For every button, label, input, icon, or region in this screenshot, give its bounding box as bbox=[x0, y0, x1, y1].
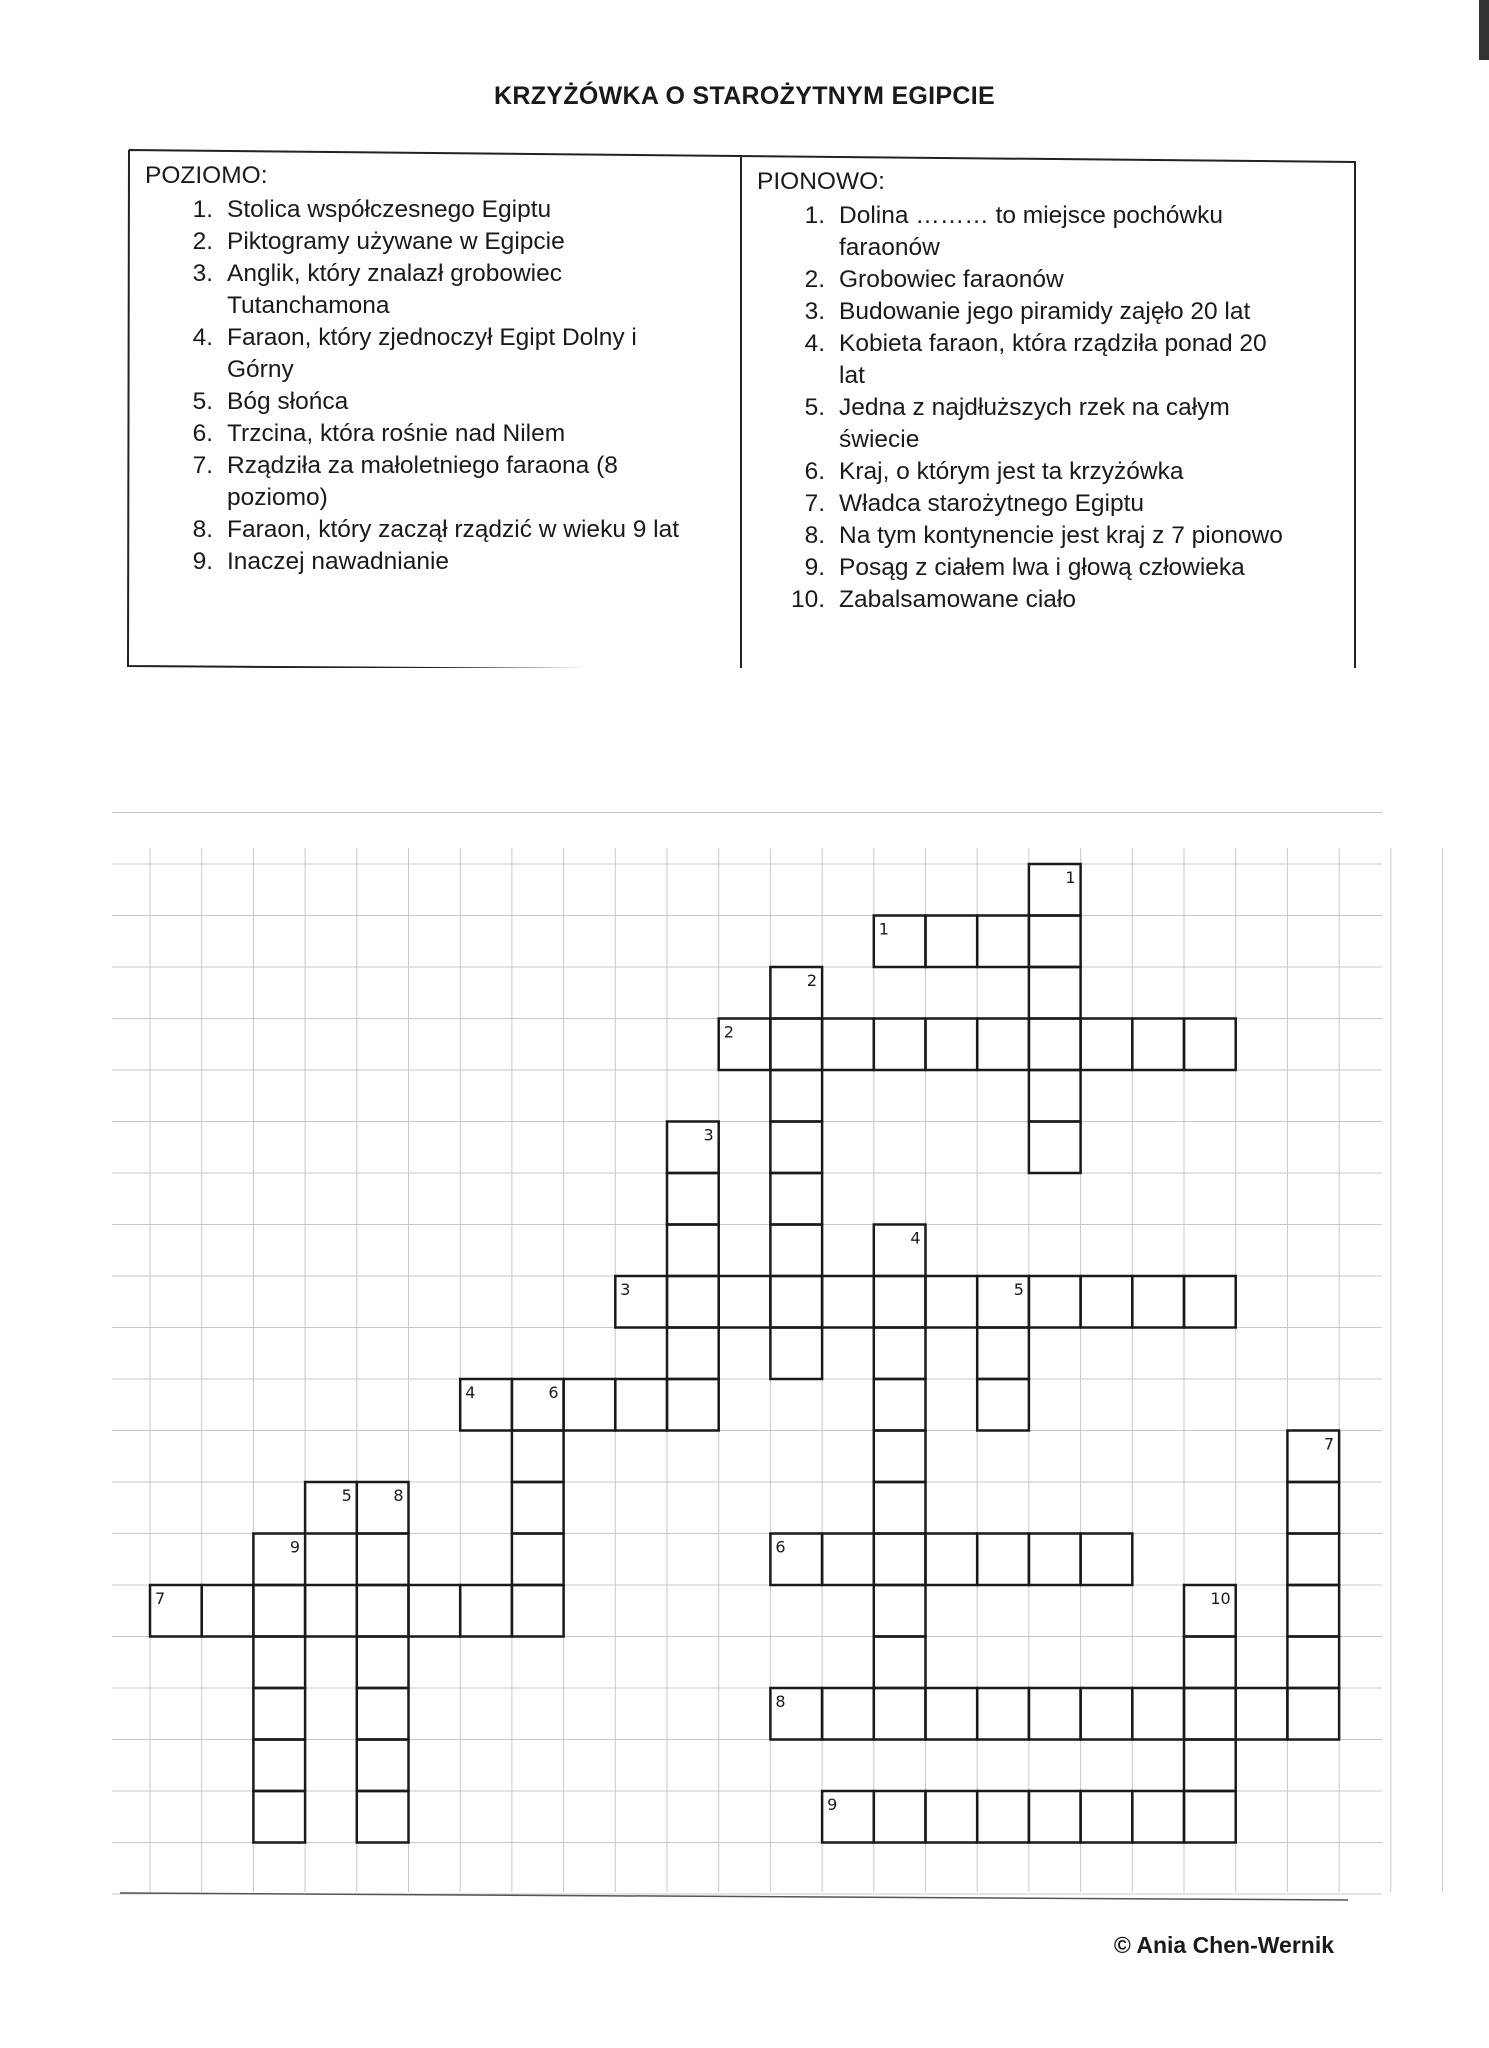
crossword-cell[interactable] bbox=[719, 1276, 771, 1328]
crossword-cell[interactable] bbox=[1287, 1534, 1339, 1586]
crossword-cell[interactable] bbox=[1029, 1688, 1081, 1740]
crossword-cell[interactable] bbox=[874, 1534, 926, 1586]
crossword-cell[interactable] bbox=[1029, 1276, 1081, 1328]
crossword-cell[interactable] bbox=[512, 1431, 564, 1483]
crossword-cell[interactable] bbox=[770, 1019, 822, 1071]
across-word-number: 3 bbox=[620, 1280, 631, 1299]
clue-number: 8. bbox=[804, 522, 825, 549]
crossword-cell[interactable] bbox=[512, 1482, 564, 1534]
crossword-cell[interactable] bbox=[409, 1585, 461, 1637]
crossword-cell[interactable] bbox=[1081, 1791, 1133, 1843]
crossword-cell[interactable] bbox=[1132, 1688, 1184, 1740]
clue-text-line: Posąg z ciałem lwa i głową człowieka bbox=[839, 554, 1245, 581]
crossword-cell[interactable] bbox=[460, 1585, 512, 1637]
crossword-cell[interactable] bbox=[770, 1122, 822, 1174]
crossword-cell[interactable] bbox=[1029, 1122, 1081, 1174]
clue-number: 2. bbox=[192, 228, 213, 255]
clue-text-line: poziomo) bbox=[227, 484, 328, 511]
crossword-cell[interactable] bbox=[770, 1276, 822, 1328]
down-word-number: 2 bbox=[806, 971, 818, 990]
crossword-cell[interactable] bbox=[1287, 1688, 1339, 1740]
clue-number: 1. bbox=[192, 196, 213, 223]
crossword-cell[interactable] bbox=[1132, 1276, 1184, 1328]
crossword-cell[interactable] bbox=[926, 1534, 978, 1586]
crossword-cell[interactable] bbox=[1029, 1791, 1081, 1843]
clue-text-line: faraonów bbox=[839, 234, 940, 261]
clue-text-line: Tutanchamona bbox=[227, 292, 390, 319]
clue-number: 4. bbox=[804, 330, 825, 357]
crossword-cell[interactable] bbox=[357, 1637, 409, 1689]
crossword-cell[interactable] bbox=[926, 916, 978, 968]
clue-number: 1. bbox=[804, 202, 825, 229]
across-word-number: 7 bbox=[155, 1589, 166, 1608]
clue-text-line: Stolica współczesnego Egiptu bbox=[227, 196, 552, 223]
crossword-cell[interactable] bbox=[770, 1225, 822, 1277]
crossword-cell[interactable] bbox=[1287, 1585, 1339, 1637]
down-word-number: 5 bbox=[1013, 1280, 1024, 1299]
crossword-cell[interactable] bbox=[667, 1276, 719, 1328]
crossword-cell[interactable] bbox=[253, 1585, 305, 1637]
clue-text-line: Kobieta faraon, która rządziła ponad 20 bbox=[839, 330, 1267, 357]
clue-text-line: Dolina ……… to miejsce pochówku bbox=[839, 202, 1223, 229]
across-word-number: 9 bbox=[827, 1795, 838, 1814]
crossword-cell[interactable] bbox=[305, 1585, 357, 1637]
clue-text-line: Faraon, który zjednoczył Egipt Dolny i bbox=[227, 324, 637, 351]
crossword-cell[interactable] bbox=[874, 1379, 926, 1431]
across-word-number: 4 bbox=[465, 1383, 476, 1402]
clue-number: 5. bbox=[192, 388, 213, 415]
crossword-cell[interactable] bbox=[1184, 1791, 1236, 1843]
clue-number: 8. bbox=[192, 516, 213, 543]
crossword-cell[interactable] bbox=[977, 1019, 1029, 1071]
crossword-cell[interactable] bbox=[926, 1019, 978, 1071]
crossword-cell[interactable] bbox=[977, 1688, 1029, 1740]
clue-text-line: Trzcina, która rośnie nad Nilem bbox=[227, 420, 566, 447]
crossword-cell[interactable] bbox=[667, 1173, 719, 1225]
clue-number: 9. bbox=[804, 554, 825, 581]
down-word-number: 6 bbox=[548, 1383, 559, 1402]
crossword-cell[interactable] bbox=[874, 1431, 926, 1483]
crossword-cell[interactable] bbox=[1029, 1019, 1081, 1071]
crossword-cell[interactable] bbox=[822, 1688, 874, 1740]
crossword-cell[interactable] bbox=[874, 1482, 926, 1534]
crossword-cell[interactable] bbox=[926, 1791, 978, 1843]
clue-number: 3. bbox=[192, 260, 213, 287]
down-word-number: 7 bbox=[1323, 1434, 1335, 1454]
clue-text-line: Faraon, który zaczął rządzić w wieku 9 lat bbox=[227, 516, 680, 543]
crossword-cell[interactable] bbox=[874, 1328, 926, 1380]
crossword-cell[interactable] bbox=[1236, 1688, 1288, 1740]
clue-number: 4. bbox=[192, 324, 213, 351]
crossword-cell[interactable] bbox=[822, 1019, 874, 1071]
crossword-cell[interactable] bbox=[253, 1740, 305, 1792]
crossword-cell[interactable] bbox=[1081, 1534, 1133, 1586]
crossword-cell[interactable] bbox=[1184, 1688, 1236, 1740]
crossword-cell[interactable] bbox=[874, 1019, 926, 1071]
clue-text-line: Górny bbox=[227, 356, 294, 383]
clue-text-line: Piktogramy używane w Egipcie bbox=[227, 228, 565, 255]
clue-number: 9. bbox=[192, 548, 213, 575]
crossword-cell[interactable] bbox=[1081, 1688, 1133, 1740]
page-title: KRZYŻÓWKA O STAROŻYTNYM EGIPCIE bbox=[494, 82, 995, 110]
clue-text-line: Grobowiec faraonów bbox=[839, 266, 1064, 293]
crossword-cell[interactable] bbox=[822, 1534, 874, 1586]
clue-number: 5. bbox=[804, 394, 825, 421]
crossword-cell[interactable] bbox=[977, 1791, 1029, 1843]
crossword-cell[interactable] bbox=[977, 1379, 1029, 1431]
crossword-cell[interactable] bbox=[874, 1791, 926, 1843]
down-word-number: 5 bbox=[341, 1486, 352, 1505]
clue-text-line: Kraj, o którym jest ta krzyżówka bbox=[839, 458, 1184, 485]
clue-text-line: Anglik, który znalazł grobowiec bbox=[227, 260, 562, 287]
down-word-number: 3 bbox=[703, 1125, 714, 1145]
crossword-cell[interactable] bbox=[1081, 1276, 1133, 1328]
down-word-number: 10 bbox=[1210, 1589, 1231, 1608]
crossword-cell[interactable] bbox=[770, 1070, 822, 1122]
crossword-cell[interactable] bbox=[564, 1379, 616, 1431]
down-word-number: 8 bbox=[393, 1486, 404, 1505]
down-word-number: 1 bbox=[1065, 868, 1076, 887]
crossword-cell[interactable] bbox=[1184, 1740, 1236, 1792]
clue-text-line: Jedna z najdłuższych rzek na całym bbox=[839, 394, 1230, 421]
crossword-cell[interactable] bbox=[1029, 1534, 1081, 1586]
crossword-cell[interactable] bbox=[874, 1688, 926, 1740]
crossword-cell[interactable] bbox=[977, 916, 1029, 968]
clue-text-line: Rządziła za małoletniego faraona (8 bbox=[227, 452, 618, 479]
clue-number: 6. bbox=[804, 458, 825, 485]
crossword-cell[interactable] bbox=[874, 1585, 926, 1637]
crossword-cell[interactable] bbox=[926, 1276, 978, 1328]
clue-text-line: świecie bbox=[839, 426, 920, 453]
across-word-number: 6 bbox=[775, 1537, 786, 1557]
clue-number: 7. bbox=[192, 452, 213, 479]
crossword-cell[interactable] bbox=[1029, 916, 1081, 968]
crossword-cell[interactable] bbox=[253, 1637, 305, 1689]
crossword-cell[interactable] bbox=[1029, 967, 1081, 1019]
crossword-cell[interactable] bbox=[770, 1328, 822, 1380]
crossword-cell[interactable] bbox=[874, 1637, 926, 1689]
across-word-number: 2 bbox=[723, 1022, 734, 1042]
crossword-cell[interactable] bbox=[667, 1328, 719, 1380]
clue-number: 3. bbox=[804, 298, 825, 325]
clue-text-line: lat bbox=[839, 362, 865, 389]
crossword-cell[interactable] bbox=[977, 1328, 1029, 1380]
clue-number: 6. bbox=[192, 420, 213, 447]
crossword-cell[interactable] bbox=[253, 1791, 305, 1843]
clue-text-line: Inaczej nawadnianie bbox=[227, 548, 450, 575]
crossword-cell[interactable] bbox=[357, 1791, 409, 1843]
crossword-cell[interactable] bbox=[1184, 1637, 1236, 1689]
clue-number: 7. bbox=[804, 490, 825, 517]
crossword-cell[interactable] bbox=[357, 1740, 409, 1792]
crossword-cell[interactable] bbox=[615, 1379, 667, 1431]
clue-text-line: Bóg słońca bbox=[227, 388, 349, 415]
crossword-cell[interactable] bbox=[1287, 1482, 1339, 1534]
crossword-cell[interactable] bbox=[1184, 1276, 1236, 1328]
copyright-notice: © Ania Chen-Wernik bbox=[1113, 1932, 1334, 1958]
across-word-number: 8 bbox=[775, 1692, 786, 1711]
crossword-cell[interactable] bbox=[770, 1173, 822, 1225]
crossword-cell[interactable] bbox=[357, 1585, 409, 1637]
crossword-cell[interactable] bbox=[1029, 1070, 1081, 1122]
crossword-cell[interactable] bbox=[926, 1688, 978, 1740]
crossword-cell[interactable] bbox=[512, 1534, 564, 1586]
across-word-number: 1 bbox=[878, 919, 889, 939]
crossword-cell[interactable] bbox=[1081, 1019, 1133, 1071]
crossword-cell[interactable] bbox=[1132, 1791, 1184, 1843]
crossword-cell[interactable] bbox=[253, 1688, 305, 1740]
crossword-cell[interactable] bbox=[1132, 1019, 1184, 1071]
clue-text-line: Budowanie jego piramidy zajęło 20 lat bbox=[839, 298, 1251, 325]
across-heading: POZIOMO: bbox=[145, 162, 268, 189]
down-heading: PIONOWO: bbox=[757, 168, 885, 195]
crossword-cell[interactable] bbox=[202, 1585, 254, 1637]
crossword-cell[interactable] bbox=[977, 1534, 1029, 1586]
crossword-cell[interactable] bbox=[357, 1534, 409, 1586]
clue-text-line: Władca starożytnego Egiptu bbox=[839, 490, 1145, 517]
clue-number: 10. bbox=[790, 586, 825, 613]
crossword-cell[interactable] bbox=[1287, 1637, 1339, 1689]
crossword-cell[interactable] bbox=[874, 1276, 926, 1328]
clue-text-line: Zabalsamowane ciało bbox=[839, 586, 1076, 613]
crossword-cell[interactable] bbox=[357, 1688, 409, 1740]
crossword-cell[interactable] bbox=[822, 1276, 874, 1328]
down-word-number: 4 bbox=[910, 1228, 921, 1248]
crossword-cell[interactable] bbox=[667, 1225, 719, 1277]
crossword-cell[interactable] bbox=[667, 1379, 719, 1431]
down-word-number: 9 bbox=[289, 1537, 301, 1557]
crossword-cell[interactable] bbox=[512, 1585, 564, 1637]
clue-text-line: Na tym kontynencie jest kraj z 7 pionowo bbox=[839, 522, 1283, 549]
clue-number: 2. bbox=[804, 266, 825, 293]
crossword-cell[interactable] bbox=[1184, 1019, 1236, 1071]
